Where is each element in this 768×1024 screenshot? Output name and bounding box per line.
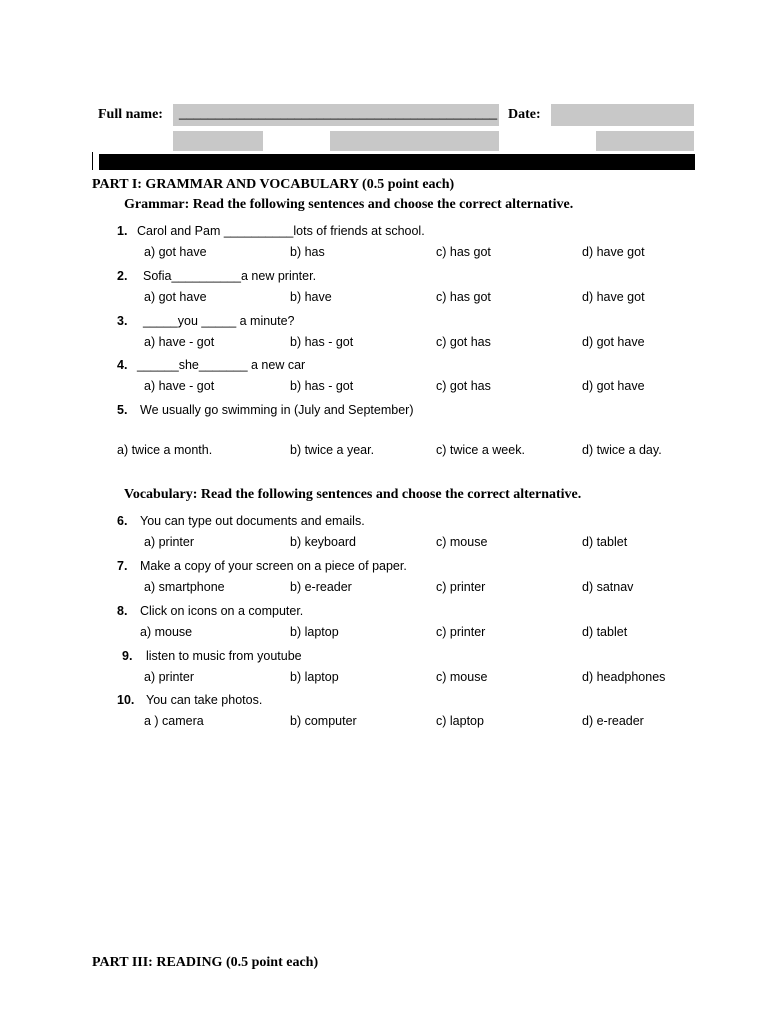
option-d: d) have got (582, 245, 645, 259)
grey-box-2 (330, 131, 499, 151)
question-number: 2. (117, 269, 128, 283)
option-b: b) has - got (290, 379, 354, 393)
option-a: a) mouse (140, 625, 193, 639)
option-c: c) mouse (436, 535, 488, 549)
option-d: d) satnav (582, 580, 634, 594)
full-name-field[interactable] (173, 104, 499, 126)
grey-box-3 (596, 131, 694, 151)
option-a: a) smartphone (144, 580, 225, 594)
option-d: d) have got (582, 290, 645, 304)
question-text: Click on icons on a computer. (140, 604, 304, 618)
option-a: a) got have (144, 245, 207, 259)
option-b: b) computer (290, 714, 357, 728)
option-c: c) has got (436, 290, 491, 304)
question-text: You can take photos. (146, 693, 263, 707)
option-d: d) tablet (582, 535, 628, 549)
question-text: _____you _____ a minute? (143, 314, 295, 328)
option-b: b) has - got (290, 335, 354, 349)
part3-title: PART III: READING (0.5 point each) (92, 955, 319, 970)
option-b: b) has (290, 245, 325, 259)
question-number: 7. (117, 559, 128, 573)
question-text: Sofia__________a new printer. (143, 269, 317, 283)
option-a: a) have - got (144, 379, 215, 393)
option-d: d) tablet (582, 625, 628, 639)
option-d: d) twice a day. (582, 443, 662, 457)
question-number: 10. (117, 693, 135, 707)
question-number: 9. (122, 649, 133, 663)
question-number: 3. (117, 314, 128, 328)
option-b: b) e-reader (290, 580, 352, 594)
option-b: b) twice a year. (290, 443, 375, 457)
grammar-heading: Grammar: Read the following sentences and choose the correct alternative. (124, 197, 574, 212)
option-b: b) have (290, 290, 332, 304)
option-a: a) printer (144, 535, 195, 549)
option-b: b) laptop (290, 670, 339, 684)
option-c: c) twice a week. (436, 443, 525, 457)
grey-box-1 (173, 131, 263, 151)
question-text: Make a copy of your screen on a piece of paper. (140, 559, 407, 573)
option-c: c) laptop (436, 714, 484, 728)
question-text: We usually go swimming in (July and September) (140, 403, 414, 417)
separator-tick (92, 152, 93, 170)
question-text: Carol and Pam __________lots of friends at school. (137, 224, 425, 238)
option-d: d) headphones (582, 670, 666, 684)
vocab-heading: Vocabulary: Read the following sentences and choose the correct alternative. (124, 487, 582, 502)
question-text: You can type out documents and emails. (140, 514, 365, 528)
option-a: a) twice a month. (117, 443, 213, 457)
option-b: b) laptop (290, 625, 339, 639)
option-c: c) printer (436, 625, 486, 639)
question-number: 1. (117, 224, 128, 238)
date-label: Date: (508, 107, 541, 122)
option-a: a) printer (144, 670, 195, 684)
option-d: d) got have (582, 335, 645, 349)
black-separator-bar (99, 154, 695, 170)
question-text: listen to music from youtube (146, 649, 302, 663)
option-d: d) got have (582, 379, 645, 393)
question-number: 5. (117, 403, 128, 417)
part1-title: PART I: GRAMMAR AND VOCABULARY (0.5 point each) (92, 177, 455, 192)
option-c: c) printer (436, 580, 486, 594)
option-c: c) has got (436, 245, 491, 259)
question-number: 8. (117, 604, 128, 618)
option-a: a ) camera (144, 714, 204, 728)
option-b: b) keyboard (290, 535, 357, 549)
option-a: a) have - got (144, 335, 215, 349)
question-text: ______she_______ a new car (137, 358, 306, 372)
option-c: c) got has (436, 379, 491, 393)
question-number: 4. (117, 358, 128, 372)
full-name-label: Full name: (98, 107, 163, 122)
option-c: c) mouse (436, 670, 488, 684)
option-a: a) got have (144, 290, 207, 304)
option-c: c) got has (436, 335, 491, 349)
date-field[interactable] (551, 104, 694, 126)
question-number: 6. (117, 514, 128, 528)
full-name-blank: ____________________________________________ (179, 105, 498, 120)
option-d: d) e-reader (582, 714, 644, 728)
